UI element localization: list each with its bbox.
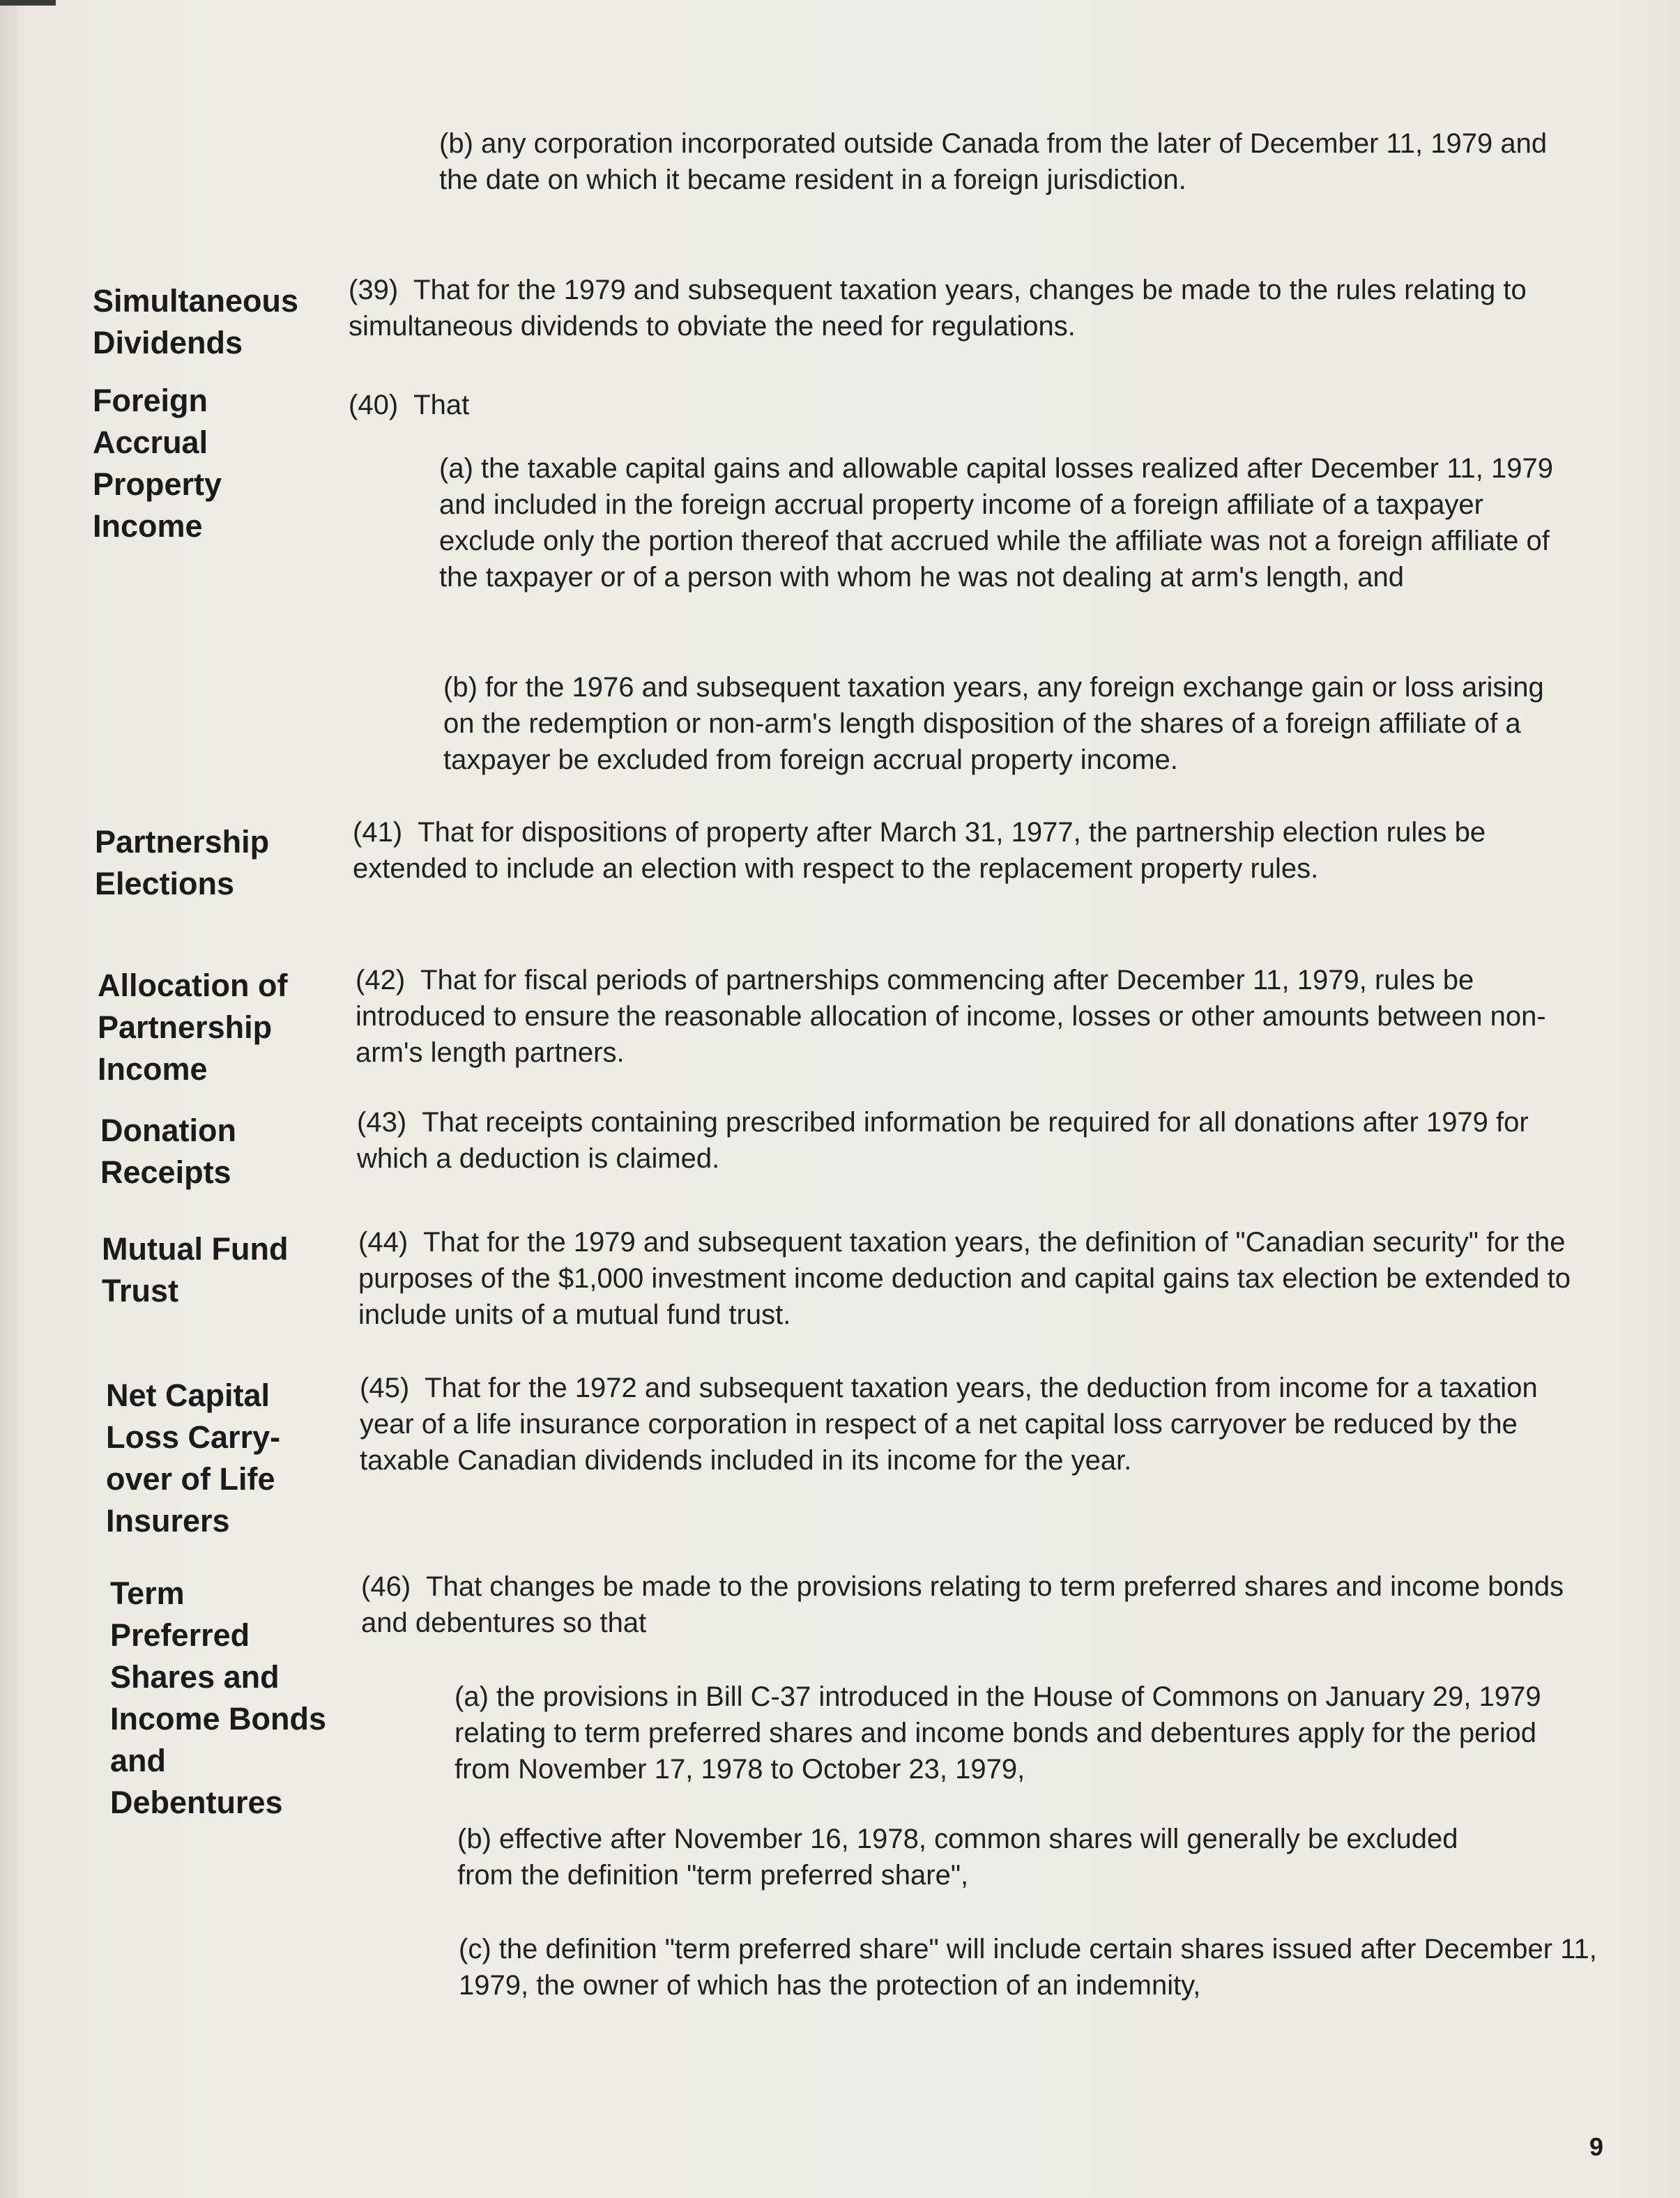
heading-simultaneous-dividends: Simultaneous Dividends <box>93 283 299 360</box>
heading-mutual-fund-trust: Mutual Fund Trust <box>102 1231 289 1308</box>
top-rule <box>0 0 56 6</box>
paragraph-46-c: (c) the definition "term preferred share" will include certain shares issued after December 11, 1979, the owner of which has the protection of an indemnity, <box>459 1934 1597 2001</box>
paragraph-41 <box>353 814 1580 887</box>
paragraph-39 <box>349 272 1575 344</box>
paragraph-text: That <box>413 390 470 420</box>
page-number: 9 <box>1589 2132 1603 2161</box>
paragraph-number: (44) <box>358 1227 408 1258</box>
paragraph-text: That for the 1972 and subsequent taxation years, the deduction from income for a taxation year of a life insurance corporation in respect of a net capital loss carryover be reduced by the taxable Canadian dividends included in its income for the year. <box>360 1373 1538 1476</box>
heading-net-capital-loss-carryover: Net Capital Loss Carry- over of Life Insurers <box>106 1377 281 1539</box>
paragraph-text: That for the 1979 and subsequent taxation years, changes be made to the rules relating to simultaneous dividends to obviate the need for regulations. <box>349 275 1527 342</box>
paragraph-46-a: (a) the provisions in Bill C-37 introduced in the House of Commons on January 29, 1979 relating to term preferred shares and income bonds and debentures apply for the period from November 17, 1978 to October 23, 1979, <box>455 1681 1541 1785</box>
paragraph-number: (42) <box>356 965 406 995</box>
paragraph-number: (39) <box>349 275 399 305</box>
paragraph-text: That for dispositions of property after March 31, 1977, the partnership election rules be extended to include an election with respect to the replacement property rules. <box>353 817 1486 884</box>
paragraph-number: (46) <box>361 1571 411 1602</box>
paragraph-number: (45) <box>360 1373 410 1403</box>
paragraph-46 <box>361 1569 1574 1641</box>
paragraph-43 <box>357 1104 1584 1177</box>
paragraph-number: (43) <box>357 1107 407 1138</box>
paragraph-text: That for fiscal periods of partnerships commencing after December 11, 1979, rules be introduced to ensure the reasonable allocation of income, losses or other amounts between non-arm's length partners. <box>356 965 1546 1068</box>
paragraph-42 <box>356 962 1582 1071</box>
paragraph-prev-b: (b) any corporation incorporated outside Canada from the later of December 11, 1979 and the date on which it became resident in a foreign jurisdiction. <box>439 128 1548 195</box>
paragraph-46-b: (b) effective after November 16, 1978, common shares will generally be excluded from the definition "term preferred share", <box>457 1824 1458 1891</box>
paragraph-text: That receipts containing prescribed information be required for all donations after 1979 for which a deduction is claimed. <box>357 1107 1529 1174</box>
paragraph-number: (40) <box>349 390 399 420</box>
heading-donation-receipts: Donation Receipts <box>100 1113 236 1190</box>
heading-allocation-of-partnership-income: Allocation of Partnership Income <box>98 968 288 1087</box>
paragraph-44 <box>358 1224 1585 1333</box>
heading-foreign-accrual-property-income: Foreign Accrual Property Income <box>93 383 222 544</box>
paragraph-text: That changes be made to the provisions relating to term preferred shares and income bonds and debentures so that <box>361 1571 1564 1638</box>
paragraph-40-a: (a) the taxable capital gains and allowable capital losses realized after December 11, 1979 and included in the foreign accrual property income of a foreign affiliate of a taxpayer exclude only the portion thereof that accrued while the affiliate was not a foreign affiliate of the taxpayer or of a person with whom he was not dealing at arm's length, and <box>439 453 1553 593</box>
heading-partnership-elections: Partnership Elections <box>95 824 270 901</box>
paragraph-40-b: (b) for the 1976 and subsequent taxation years, any foreign exchange gain or loss arising on the redemption or non-arm's length disposition of the shares of a foreign affiliate of a taxpayer be excluded from foreign accrual property income. <box>443 672 1544 775</box>
paragraph-text: That for the 1979 and subsequent taxation years, the definition of "Canadian security" for the purposes of the $1,000 investment income deduction and capital gains tax election be extended to include units of a mutual fund trust. <box>358 1227 1571 1330</box>
paragraph-number: (41) <box>353 817 403 848</box>
heading-term-preferred-shares: Term Preferred Shares and Income Bonds and Debentures <box>110 1575 327 1820</box>
paragraph-40 <box>349 387 1575 423</box>
paragraph-45 <box>360 1370 1594 1479</box>
